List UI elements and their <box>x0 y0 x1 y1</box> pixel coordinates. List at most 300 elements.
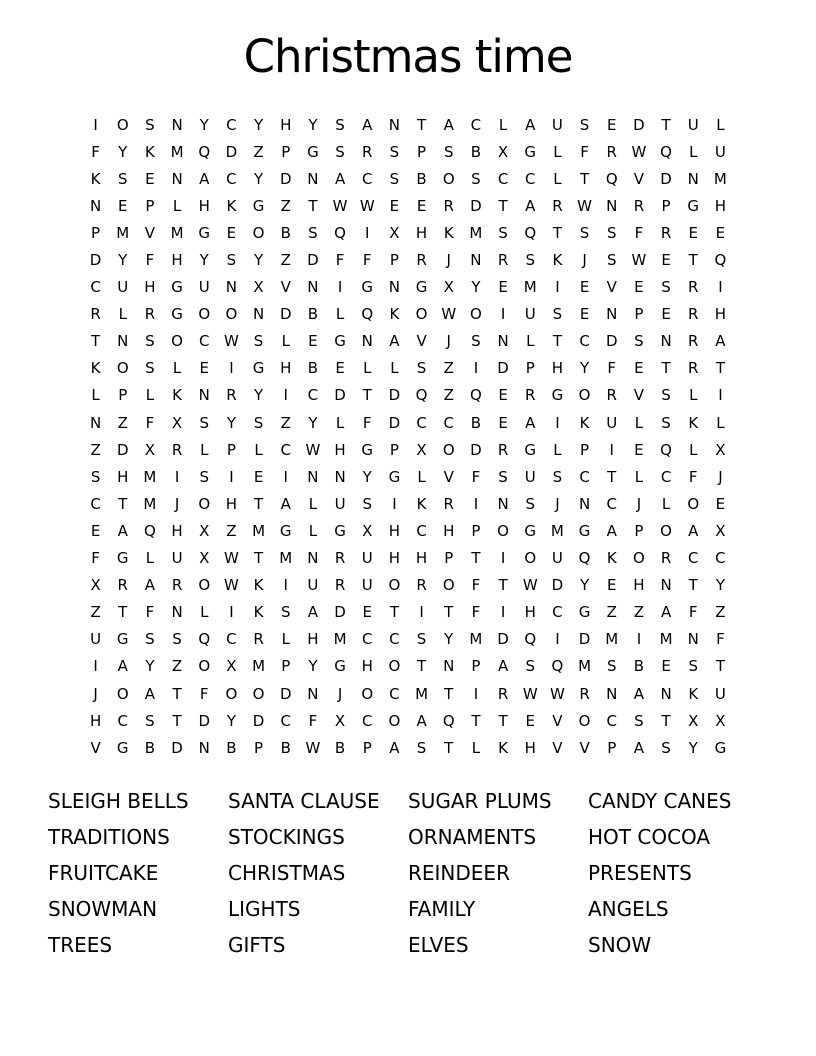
grid-letter: D <box>605 332 618 351</box>
grid-letter: M <box>523 278 537 297</box>
grid-letter: D <box>279 169 292 188</box>
grid-letter: I <box>174 467 180 486</box>
grid-letter: N <box>252 305 265 324</box>
grid-letter: B <box>307 305 319 324</box>
grid-letter: K <box>253 576 264 595</box>
grid-letter: O <box>578 711 591 730</box>
grid-letter: N <box>334 467 346 486</box>
grid-letter: O <box>116 115 129 134</box>
grid-letter: T <box>661 359 671 378</box>
grid-letter: N <box>307 549 319 568</box>
grid-letter: L <box>308 494 318 513</box>
grid-letter: C <box>416 413 427 432</box>
grid-letter: C <box>715 549 726 568</box>
grid-letter: R <box>552 196 563 215</box>
grid-letter: I <box>555 278 560 297</box>
grid-letter: T <box>471 711 481 730</box>
grid-letter: O <box>198 576 211 595</box>
grid-letter: D <box>660 169 672 188</box>
grid-letter: S <box>335 142 345 161</box>
grid-letter: E <box>607 576 617 595</box>
word-list-item: TREES <box>48 933 113 957</box>
grid-letter: L <box>390 359 399 378</box>
grid-letter: L <box>553 142 562 161</box>
grid-letter: S <box>145 115 155 134</box>
grid-letter: M <box>143 467 157 486</box>
word-list-item: SLEIGH BELLS <box>48 789 189 813</box>
grid-letter: J <box>582 251 587 270</box>
grid-letter: Z <box>280 251 291 270</box>
grid-letter: I <box>283 386 288 405</box>
grid-letter: T <box>715 657 725 676</box>
grid-letter: N <box>470 251 482 270</box>
grid-letter: N <box>171 115 183 134</box>
grid-letter: X <box>715 521 726 540</box>
grid-letter: L <box>634 413 644 432</box>
grid-letter: D <box>252 711 265 730</box>
grid-letter: V <box>633 386 645 405</box>
grid-letter: C <box>470 115 482 134</box>
grid-letter: P <box>444 549 454 568</box>
grid-letter: C <box>226 169 237 188</box>
grid-letter: J <box>337 684 343 703</box>
grid-letter: S <box>498 223 508 242</box>
grid-letter: G <box>334 521 346 540</box>
grid-letter: M <box>333 630 347 649</box>
grid-letter: Q <box>524 630 537 649</box>
grid-letter: P <box>118 386 128 405</box>
grid-letter: G <box>252 196 265 215</box>
grid-letter: S <box>661 278 671 297</box>
grid-letter: L <box>526 332 535 351</box>
grid-letter: Y <box>471 278 481 297</box>
grid-letter: N <box>198 386 210 405</box>
grid-letter: W <box>332 196 348 215</box>
grid-letter: W <box>577 196 592 215</box>
grid-letter: B <box>226 738 237 757</box>
grid-letter: O <box>252 223 265 242</box>
grid-letter: O <box>388 576 401 595</box>
grid-letter: C <box>389 684 400 703</box>
grid-letter: S <box>90 467 101 486</box>
grid-letter: J <box>718 467 723 486</box>
grid-letter: O <box>225 684 238 703</box>
grid-letter: Y <box>199 115 209 134</box>
grid-letter: W <box>223 549 239 568</box>
word-list-item: GIFTS <box>228 933 286 957</box>
grid-letter: J <box>636 494 642 513</box>
grid-letter: T <box>444 684 454 703</box>
grid-letter: D <box>497 359 509 378</box>
grid-letter: N <box>225 278 238 297</box>
grid-letter: Y <box>362 467 372 486</box>
grid-letter: S <box>416 359 427 378</box>
grid-letter: U <box>171 549 183 568</box>
grid-letter: E <box>634 278 644 297</box>
grid-letter: T <box>688 576 698 595</box>
grid-letter: S <box>199 413 209 432</box>
grid-letter: I <box>555 630 560 649</box>
grid-letter: B <box>334 738 346 757</box>
grid-letter: A <box>633 684 645 703</box>
grid-letter: C <box>389 630 400 649</box>
grid-letter: X <box>416 440 427 459</box>
grid-letter: Q <box>361 305 374 324</box>
grid-letter: Y <box>308 115 318 134</box>
grid-letter: P <box>525 359 535 378</box>
grid-letter: P <box>91 223 101 242</box>
grid-letter: S <box>471 169 481 188</box>
grid-letter: F <box>362 251 372 270</box>
grid-letter: T <box>253 494 264 513</box>
grid-letter: S <box>389 169 400 188</box>
word-list-item: TRADITIONS <box>48 825 170 849</box>
grid-letter: L <box>254 440 263 459</box>
grid-letter: P <box>254 738 264 757</box>
grid-letter: T <box>471 549 481 568</box>
grid-letter: T <box>498 576 508 595</box>
grid-letter: U <box>198 278 210 297</box>
grid-letter: T <box>444 603 454 622</box>
grid-letter: H <box>633 576 645 595</box>
grid-letter: P <box>362 738 372 757</box>
grid-letter: I <box>283 576 288 595</box>
grid-letter: Z <box>226 521 237 540</box>
grid-letter: B <box>144 738 156 757</box>
word-list-item: SNOWMAN <box>48 897 158 921</box>
grid-letter: J <box>555 494 560 513</box>
grid-letter: O <box>252 684 265 703</box>
grid-letter: G <box>171 278 183 297</box>
grid-letter: K <box>172 386 182 405</box>
grid-letter: D <box>279 305 292 324</box>
grid-letter: R <box>688 332 699 351</box>
grid-letter: E <box>308 332 318 351</box>
grid-letter: R <box>90 305 101 324</box>
grid-letter: W <box>522 684 538 703</box>
grid-letter: A <box>117 657 128 676</box>
grid-letter: Y <box>253 386 264 405</box>
grid-letter: I <box>500 549 506 568</box>
grid-letter: W <box>223 332 239 351</box>
grid-letter: L <box>145 549 155 568</box>
grid-letter: P <box>580 440 590 459</box>
grid-letter: S <box>525 251 535 270</box>
grid-letter: M <box>170 223 184 242</box>
grid-letter: N <box>361 332 373 351</box>
grid-letter: L <box>172 359 182 378</box>
grid-letter: R <box>579 684 590 703</box>
grid-letter: W <box>359 196 375 215</box>
grid-letter: T <box>172 711 182 730</box>
grid-letter: H <box>551 359 564 378</box>
grid-letter: Z <box>606 603 617 622</box>
grid-letter: L <box>118 305 127 324</box>
grid-letter: F <box>91 549 100 568</box>
grid-letter: L <box>689 386 698 405</box>
grid-letter: H <box>388 521 401 540</box>
grid-letter: O <box>116 684 129 703</box>
grid-letter: G <box>551 386 564 405</box>
grid-letter: B <box>280 738 291 757</box>
grid-letter: S <box>634 711 644 730</box>
grid-letter: Z <box>117 413 128 432</box>
grid-letter: H <box>117 467 129 486</box>
grid-letter: S <box>688 657 698 676</box>
word-list-column <box>48 783 228 963</box>
grid-letter: T <box>661 115 671 134</box>
grid-letter: T <box>416 657 427 676</box>
grid-letter: P <box>661 196 671 215</box>
grid-letter: S <box>280 603 291 622</box>
grid-letter: M <box>713 169 727 188</box>
grid-letter: Z <box>715 603 726 622</box>
grid-letter: Y <box>688 738 698 757</box>
grid-letter: I <box>93 657 98 676</box>
grid-letter: X <box>362 521 373 540</box>
grid-letter: T <box>118 603 128 622</box>
grid-letter: K <box>90 359 101 378</box>
grid-letter: F <box>688 467 698 486</box>
grid-letter: Q <box>198 630 211 649</box>
grid-letter: T <box>498 196 508 215</box>
grid-letter: F <box>362 413 372 432</box>
grid-letter: B <box>307 359 319 378</box>
grid-letter: M <box>550 521 564 540</box>
grid-letter: F <box>607 359 617 378</box>
grid-letter: S <box>362 494 372 513</box>
word-list <box>48 783 768 963</box>
grid-letter: L <box>281 332 290 351</box>
grid-letter: E <box>90 521 101 540</box>
grid-letter: A <box>525 413 536 432</box>
grid-letter: Z <box>253 142 264 161</box>
grid-letter: S <box>226 251 237 270</box>
grid-letter: F <box>471 576 481 595</box>
grid-letter: E <box>525 711 535 730</box>
grid-letter: I <box>365 223 370 242</box>
grid-letter: X <box>144 440 156 459</box>
grid-letter: Y <box>145 657 155 676</box>
grid-letter: T <box>90 332 101 351</box>
grid-letter: Q <box>198 142 211 161</box>
grid-letter: C <box>416 521 427 540</box>
grid-letter: O <box>497 521 509 540</box>
grid-letter: S <box>443 142 454 161</box>
grid-letter: D <box>578 630 591 649</box>
grid-letter: U <box>361 576 373 595</box>
grid-letter: H <box>415 223 428 242</box>
grid-letter: R <box>144 305 156 324</box>
grid-letter: L <box>335 413 345 432</box>
grid-letter: Y <box>253 251 264 270</box>
grid-letter: X <box>199 549 210 568</box>
grid-letter: R <box>497 684 509 703</box>
grid-letter: A <box>606 521 617 540</box>
grid-letter: S <box>525 494 535 513</box>
grid-letter: E <box>226 223 237 242</box>
grid-letter: D <box>307 251 319 270</box>
grid-letter: E <box>362 603 372 622</box>
grid-letter: C <box>90 494 101 513</box>
grid-letter: J <box>93 684 98 703</box>
grid-letter: L <box>308 521 318 540</box>
grid-letter: I <box>500 603 506 622</box>
grid-letter: Y <box>118 251 128 270</box>
grid-letter: E <box>688 223 698 242</box>
grid-letter: F <box>145 413 155 432</box>
grid-letter: S <box>145 359 155 378</box>
grid-letter: M <box>279 549 293 568</box>
grid-letter: S <box>335 115 345 134</box>
grid-letter: H <box>144 278 156 297</box>
word-list-item: STOCKINGS <box>228 825 345 849</box>
grid-letter: G <box>279 521 292 540</box>
grid-letter: R <box>171 440 183 459</box>
grid-letter: O <box>225 305 238 324</box>
grid-letter: K <box>144 142 155 161</box>
grid-letter: J <box>446 251 451 270</box>
grid-letter: L <box>363 359 372 378</box>
page-title: Christmas time <box>243 30 573 83</box>
grid-letter: A <box>307 603 319 622</box>
grid-letter: N <box>687 630 699 649</box>
grid-letter: L <box>145 386 155 405</box>
grid-letter: W <box>441 305 457 324</box>
grid-letter: R <box>416 251 427 270</box>
grid-letter: E <box>118 196 128 215</box>
grid-letter: L <box>716 115 725 134</box>
grid-letter: W <box>223 576 239 595</box>
grid-letter: L <box>200 440 209 459</box>
grid-letter: C <box>307 386 319 405</box>
grid-letter: Y <box>579 359 590 378</box>
word-list-item: SNOW <box>588 933 652 957</box>
word-list-item: PRESENTS <box>588 861 692 885</box>
grid-letter: W <box>305 738 321 757</box>
grid-letter: Y <box>226 413 236 432</box>
grid-letter: K <box>226 196 237 215</box>
grid-letter: N <box>660 332 672 351</box>
grid-letter: Q <box>660 440 672 459</box>
grid-letter: R <box>416 576 427 595</box>
grid-letter: A <box>443 115 454 134</box>
grid-letter: V <box>280 278 291 297</box>
grid-letter: N <box>660 576 672 595</box>
grid-letter: I <box>229 467 234 486</box>
grid-letter: H <box>714 305 727 324</box>
grid-letter: R <box>688 359 699 378</box>
grid-letter: P <box>226 440 236 459</box>
grid-letter: P <box>389 440 399 459</box>
grid-letter: C <box>226 630 237 649</box>
grid-letter: M <box>252 521 266 540</box>
grid-letter: D <box>171 738 183 757</box>
grid-letter: W <box>549 684 565 703</box>
grid-letter: N <box>660 684 672 703</box>
grid-letter: E <box>498 413 508 432</box>
grid-letter: F <box>91 142 100 161</box>
grid-letter: C <box>443 413 454 432</box>
grid-letter: S <box>552 305 563 324</box>
grid-letter: U <box>714 142 726 161</box>
grid-letter: R <box>117 576 128 595</box>
grid-letter: X <box>715 440 726 459</box>
grid-letter: S <box>498 467 508 486</box>
grid-letter: G <box>524 142 537 161</box>
grid-letter: V <box>579 738 590 757</box>
grid-letter: I <box>337 278 343 297</box>
grid-letter: M <box>170 142 184 161</box>
grid-letter: L <box>335 305 345 324</box>
grid-letter: E <box>389 196 400 215</box>
grid-letter: N <box>443 657 455 676</box>
word-list-item: SANTA CLAUSE <box>228 789 380 813</box>
grid-letter: B <box>470 142 482 161</box>
grid-letter: Q <box>442 711 455 730</box>
grid-letter: G <box>361 440 374 459</box>
grid-letter: R <box>171 576 183 595</box>
grid-letter: S <box>525 657 535 676</box>
grid-letter: P <box>634 521 644 540</box>
grid-letter: O <box>442 169 455 188</box>
grid-letter: I <box>229 603 234 622</box>
grid-letter: U <box>307 576 319 595</box>
grid-letter: X <box>90 576 101 595</box>
grid-letter: X <box>688 711 699 730</box>
grid-letter: X <box>253 278 264 297</box>
grid-letter: R <box>253 630 264 649</box>
grid-letter: H <box>280 115 292 134</box>
grid-letter: C <box>552 603 563 622</box>
grid-letter: W <box>631 142 647 161</box>
grid-letter: K <box>606 549 617 568</box>
grid-letter: E <box>715 494 726 513</box>
grid-letter: S <box>253 332 264 351</box>
grid-letter: F <box>471 467 481 486</box>
grid-letter: A <box>144 576 156 595</box>
grid-letter: D <box>551 576 564 595</box>
grid-letter: T <box>118 494 128 513</box>
grid-letter: B <box>280 223 291 242</box>
grid-letter: A <box>199 169 210 188</box>
grid-letter: Z <box>90 603 101 622</box>
grid-letter: Y <box>253 115 264 134</box>
grid-letter: G <box>578 603 591 622</box>
grid-letter: G <box>334 657 346 676</box>
grid-letter: D <box>470 196 482 215</box>
grid-letter: M <box>469 630 483 649</box>
grid-letter: O <box>198 657 211 676</box>
grid-letter: A <box>715 332 726 351</box>
grid-letter: W <box>522 576 538 595</box>
word-list-item: HOT COCOA <box>588 825 711 849</box>
grid-letter: C <box>497 169 509 188</box>
word-list-item: ANGELS <box>588 897 669 921</box>
grid-letter: S <box>416 738 427 757</box>
word-list-item: REINDEER <box>408 861 510 885</box>
grid-letter: X <box>226 657 237 676</box>
grid-letter: G <box>524 440 537 459</box>
grid-letter: N <box>89 413 102 432</box>
grid-letter: L <box>553 440 562 459</box>
grid-letter: A <box>334 169 346 188</box>
grid-letter: Y <box>308 657 318 676</box>
grid-letter: K <box>443 223 454 242</box>
grid-letter: O <box>660 521 672 540</box>
grid-letter: K <box>416 494 427 513</box>
grid-letter: S <box>145 630 155 649</box>
